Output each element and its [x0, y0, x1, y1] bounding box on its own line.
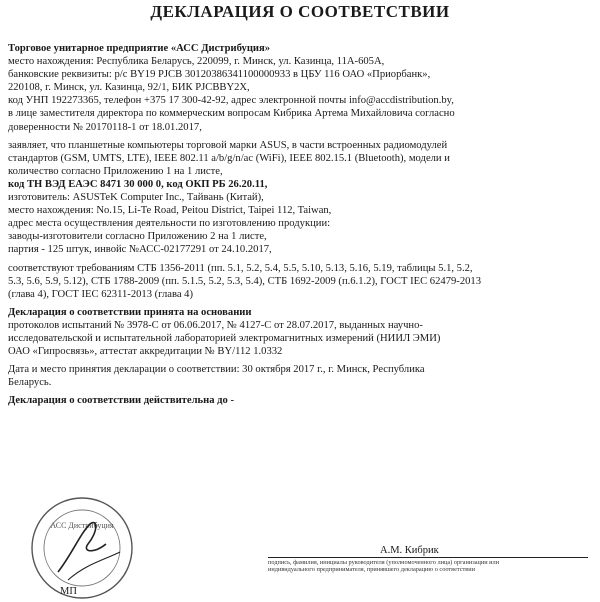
basis-laboratory: исследовательской и испытательной лабораторией электромагнитных измерений (НИИЛ ЭМИ) — [8, 332, 441, 344]
conformity-requirements-cont: 5.3, 5.6, 5.9, 5.12), СТБ 1788-2009 (пп. 5.1.5, 5.2, 5.3, 5.4), СТБ 1692-2009 (п.6.1.2), ГОСТ IEC 62479-2013 — [8, 275, 482, 287]
claim-production-site: адрес места осуществления деятельности по изготовлению продукции: — [8, 218, 331, 230]
claim-manufacturer: изготовитель: ASUSTeK Computer Inc., Тайвань (Китай), — [8, 192, 264, 204]
date-place-country: Беларусь. — [8, 377, 52, 389]
basis-heading: Декларация о соответствии принята на основании — [8, 306, 252, 318]
basis-protocols: протоколов испытаний № 3978-С от 06.06.2017, № 4127-С от 28.07.2017, выданных научно- — [8, 319, 423, 331]
applicant-representative: в лице заместителя директора по коммерческим вопросам Кибрика Артема Михайловича согласно — [8, 108, 455, 120]
conformity-requirements-end: (глава 4), ГОСТ IEC 62311-2013 (глава 4) — [8, 288, 194, 300]
signature-line — [268, 557, 588, 558]
claim-models: количество согласно Приложению 1 на 1 листе, — [8, 165, 223, 177]
applicant-power-of-attorney: доверенности № 20170118-1 от 18.01.2017, — [8, 121, 202, 133]
date-place: Дата и место принятия декларации о соответствии: 30 октября 2017 г., г. Минск, Республика — [8, 364, 425, 376]
document-title: ДЕКЛАРАЦИЯ О СООТВЕТСТВИИ — [150, 2, 450, 21]
stamp-place-label: МП — [60, 586, 77, 597]
claim-codes: код ТН ВЭД ЕАЭС 8471 30 000 0, код ОКП РБ 26.20.11, — [8, 178, 268, 190]
claim-standards: стандартов (GSM, UMTS, LTE), IEEE 802.11 a/b/g/n/ac (WiFi), IEEE 802.15.1 (Bluetooth), модели и — [8, 152, 450, 164]
applicant-bank: банковские реквизиты: р/с BY19 PJCB 30120386341100000933 в ЦБУ 116 ОАО «Приорбанк», — [8, 69, 431, 81]
conformity-requirements: соответствуют требованиям СТБ 1356-2011 (пп. 5.1, 5.2, 5.4, 5.5, 5.10, 5.13, 5.16, 5.19, таблицы 5.1, 5.2, — [8, 262, 473, 274]
claim-factories: заводы-изготовители согласно Приложению 2 на 1 листе, — [8, 231, 267, 243]
company-stamp — [28, 494, 136, 602]
signature-caption — [268, 559, 598, 573]
claim-products: заявляет, что планшетные компьютеры торговой марки ASUS, в части встроенных радиомодулей — [8, 139, 448, 151]
applicant-name: Торговое унитарное предприятие «АСС Дистрибуция» — [8, 43, 271, 54]
declaration-body — [8, 42, 594, 407]
basis-accreditation: ОАО «Гипросвязь», аттестат аккредитации № BY/112 1.0332 — [8, 346, 283, 358]
validity: Декларация о соответствии действительна до - — [8, 395, 235, 407]
signature-caption-line: индивидуального предпринимателя, принявшего декларацию о соответствии — [268, 566, 476, 574]
claim-batch: партия - 125 штук, инвойс №АСС-02177291 от 24.10.2017, — [8, 244, 272, 256]
applicant-bank-address: 220108, г. Минск, ул. Казинца, 92/1, БИК PJCBBY2X, — [8, 82, 250, 94]
claim-manufacturer-address: место нахождения: No.15, Li-Te Road, Peitou District, Taipei 112, Taiwan, — [8, 205, 332, 217]
signature-caption-line: подпись, фамилия, инициалы руководителя (уполномоченного лица) организации или — [268, 559, 500, 566]
signer-name: А.М. Кибрик — [380, 545, 439, 556]
applicant-address: место нахождения: Республика Беларусь, 220099, г. Минск, ул. Казинца, 11А-605А, — [8, 56, 385, 68]
applicant-contacts: код УНП 192273365, телефон +375 17 300-42-92, адрес электронной почты info@accdistribution.by, — [8, 95, 454, 107]
stamp-text: АСС Дистрибуция — [50, 521, 114, 530]
